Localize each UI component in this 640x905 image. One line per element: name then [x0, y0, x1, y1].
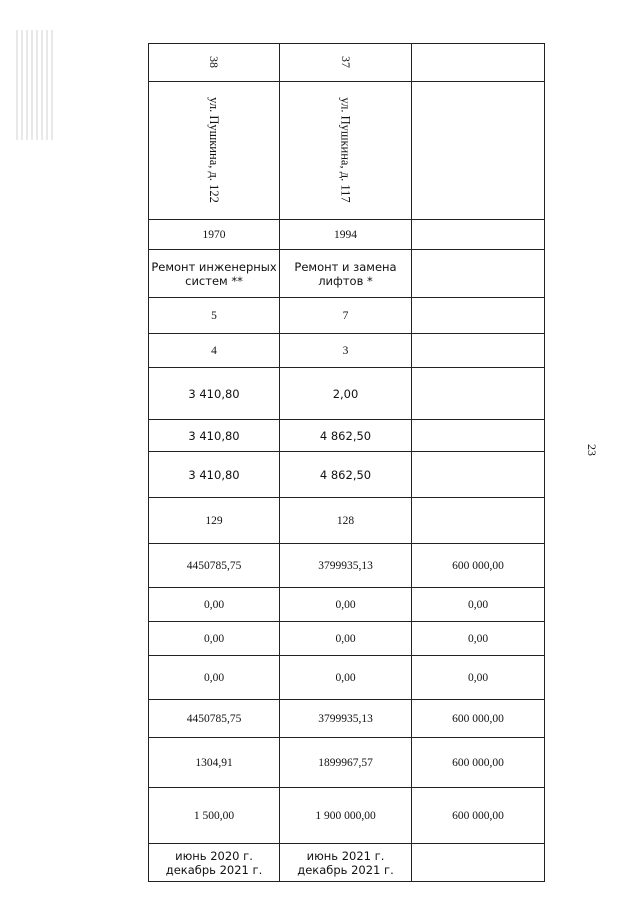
table-cell: 3799935,13: [280, 700, 412, 738]
table-cell: 600 000,00: [412, 738, 545, 788]
table-cell: [412, 334, 545, 368]
table-cell: 600 000,00: [412, 700, 545, 738]
table-cell: [412, 368, 545, 420]
table-cell: июнь 2020 г. декабрь 2021 г.: [149, 844, 280, 882]
stamp-mark: [16, 30, 54, 140]
table-cell: 1304,91: [149, 738, 280, 788]
page-number: 23: [585, 444, 599, 456]
table-cell: 0,00: [280, 656, 412, 700]
table-cell: 0,00: [280, 588, 412, 622]
table-cell: [412, 250, 545, 298]
table-row: [149, 622, 545, 656]
table-cell: 38: [149, 44, 280, 82]
table-cell: 4 862,50: [280, 452, 412, 498]
table-cell: [412, 498, 545, 544]
table-cell: Ремонт инженерных систем **: [149, 250, 280, 298]
table-row: [149, 738, 545, 788]
table-cell: 0,00: [149, 656, 280, 700]
table-cell: 1994: [280, 220, 412, 250]
table-row: [149, 368, 545, 420]
table-cell: 1 500,00: [149, 788, 280, 844]
table-cell: 600 000,00: [412, 544, 545, 588]
table-cell: 2,00: [280, 368, 412, 420]
table-cell: ул. Пушкина, д. 122: [149, 82, 280, 220]
table-cell: Ремонт и замена лифтов *: [280, 250, 412, 298]
table-row: [149, 334, 545, 368]
table-row: [149, 498, 545, 544]
table-cell: 0,00: [412, 588, 545, 622]
table-row: [149, 844, 545, 882]
table-cell: 600 000,00: [412, 788, 545, 844]
table-cell: [412, 44, 545, 82]
table-row: [149, 220, 545, 250]
table-cell: 5: [149, 298, 280, 334]
table-cell: [412, 452, 545, 498]
data-table: [148, 43, 545, 882]
table-row: [149, 420, 545, 452]
table-cell: 4450785,75: [149, 544, 280, 588]
table-cell: [412, 420, 545, 452]
table-row: [149, 700, 545, 738]
table-cell: 3 410,80: [149, 368, 280, 420]
table-cell: 128: [280, 498, 412, 544]
table-cell: 0,00: [149, 588, 280, 622]
table-cell: 37: [280, 44, 412, 82]
table-row: [149, 588, 545, 622]
table-cell: 7: [280, 298, 412, 334]
table-cell: 4450785,75: [149, 700, 280, 738]
table-cell: 3 410,80: [149, 452, 280, 498]
table-cell: [412, 82, 545, 220]
table-cell: [412, 220, 545, 250]
table-cell: 0,00: [149, 622, 280, 656]
table-cell: 3: [280, 334, 412, 368]
table-cell: 1 900 000,00: [280, 788, 412, 844]
table-row: [149, 656, 545, 700]
table-cell: [412, 298, 545, 334]
table-cell: ул. Пушкина, д. 117: [280, 82, 412, 220]
table-cell: 4 862,50: [280, 420, 412, 452]
table-cell: 0,00: [412, 622, 545, 656]
table-cell: 1970: [149, 220, 280, 250]
table-cell: 0,00: [412, 656, 545, 700]
table-row: [149, 788, 545, 844]
table-row: [149, 82, 545, 220]
table-cell: 129: [149, 498, 280, 544]
table-cell: 3 410,80: [149, 420, 280, 452]
table-cell: [412, 844, 545, 882]
table-row: [149, 452, 545, 498]
table-cell: 0,00: [280, 622, 412, 656]
table-row: [149, 298, 545, 334]
table-row: [149, 544, 545, 588]
table-row: [149, 44, 545, 82]
table-cell: 4: [149, 334, 280, 368]
table-row: [149, 250, 545, 298]
table-cell: 3799935,13: [280, 544, 412, 588]
table-cell: 1899967,57: [280, 738, 412, 788]
table-cell: июнь 2021 г. декабрь 2021 г.: [280, 844, 412, 882]
